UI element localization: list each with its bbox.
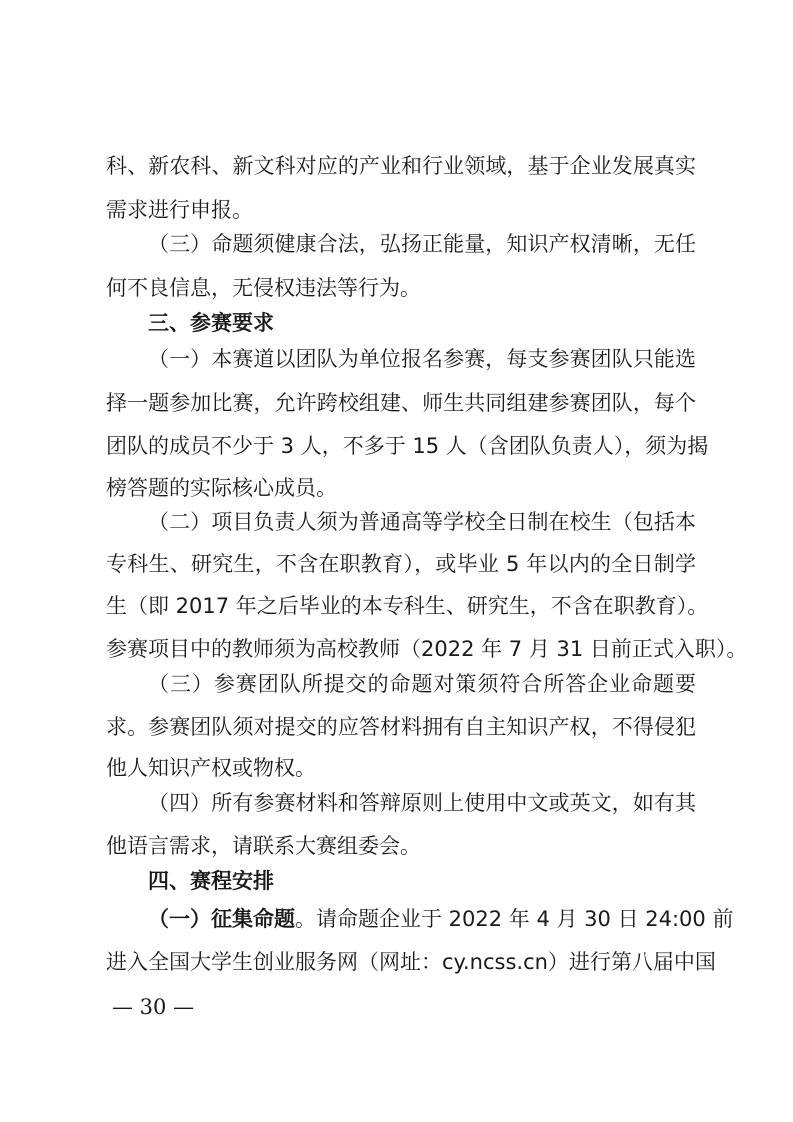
paragraph-line: 他语言需求，请联系大赛组委会。 <box>106 834 421 858</box>
paragraph-line: 专科生、研究生，不含在职教育），或毕业 5 年以内的全日制学 <box>106 552 696 576</box>
paragraph-line: （三）命题须健康合法，弘扬正能量，知识产权清晰，无任 <box>148 232 696 256</box>
paragraph-line: 求。参赛团队须对提交的应答材料拥有自主知识产权，不得侵犯 <box>106 715 696 739</box>
paragraph-line: 进入全国大学生创业服务网（网址：cy.ncss.cn）进行第八届中国 <box>106 950 716 974</box>
paragraph-line: 生（即 2017 年之后毕业的本专科生、研究生，不含在职教育）。 <box>106 594 709 618</box>
paragraph-line: （一）本赛道以团队为单位报名参赛，每支参赛团队只能选 <box>148 347 696 371</box>
paragraph-line: 择一题参加比赛，允许跨校组建、师生共同组建参赛团队，每个 <box>106 391 696 415</box>
paragraph-line: （四）所有参赛材料和答辩原则上使用中文或英文，如有其 <box>148 791 696 815</box>
section-heading: 四、赛程安排 <box>148 869 274 893</box>
paragraph-line: 参赛项目中的教师须为高校教师（2022 年 7 月 31 日前正式入职）。 <box>106 637 748 661</box>
paragraph-line: 科、新农科、新文科对应的产业和行业领域，基于企业发展真实 <box>106 154 696 178</box>
paragraph-line: 榜答题的实际核心成员。 <box>106 476 337 500</box>
paragraph-line: （三）参赛团队所提交的命题对策须符合所答企业命题要 <box>148 672 696 696</box>
paragraph-line: 需求进行申报。 <box>106 198 253 222</box>
page-number: — 30 — <box>112 995 195 1019</box>
paragraph-line: 团队的成员不少于 3 人，不多于 15 人（含团队负责人），须为揭 <box>106 434 709 458</box>
text-run: 。请命题企业于 2022 年 4 月 30 日 24:00 前 <box>295 907 734 931</box>
section-heading: 三、参赛要求 <box>148 311 274 335</box>
paragraph-line: 他人知识产权或物权。 <box>106 756 316 780</box>
paragraph-line: （二）项目负责人须为普通高等学校全日制在校生（包括本 <box>148 510 696 534</box>
bold-run: （一）征集命题 <box>148 907 295 931</box>
paragraph-line: 何不良信息，无侵权违法等行为。 <box>106 276 421 300</box>
paragraph-line <box>148 897 734 941</box>
